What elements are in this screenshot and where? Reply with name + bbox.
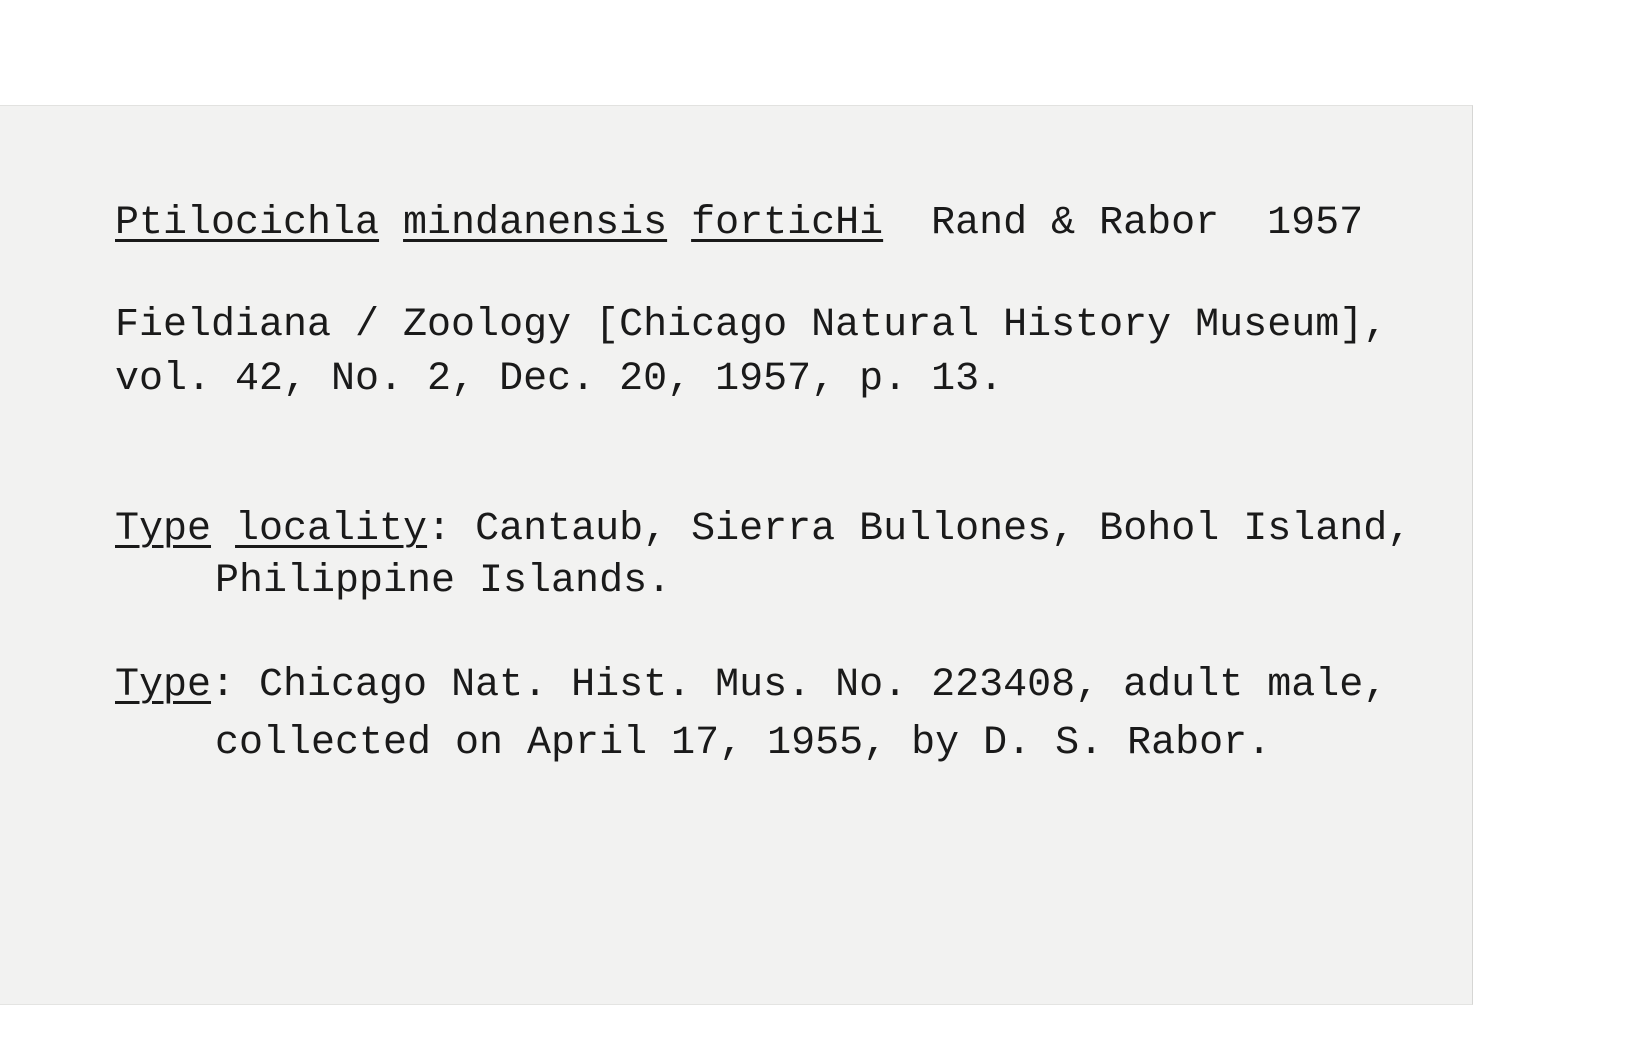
type-text-1: Chicago Nat. Hist. Mus. No. 223408, adult male, bbox=[235, 663, 1388, 708]
taxon-authors: Rand & Rabor bbox=[931, 201, 1220, 246]
genus-name: Ptilocichla bbox=[115, 201, 380, 246]
type-label: Type bbox=[115, 663, 212, 708]
taxon-year: 1957 bbox=[1267, 201, 1364, 246]
type-locality-text-1: Cantaub, Sierra Bullones, Bohol Island, bbox=[451, 507, 1412, 552]
type-colon: : bbox=[211, 663, 236, 708]
subspecies-name: forticHi bbox=[691, 201, 884, 246]
citation-line-2: vol. 42, No. 2, Dec. 20, 1957, p. 13. bbox=[115, 357, 1004, 402]
citation-line-1: Fieldiana / Zoology [Chicago Natural History Museum], bbox=[115, 303, 1388, 348]
type-specimen-line-2: collected on April 17, 1955, by D. S. Rabor. bbox=[215, 721, 1272, 766]
type-locality-colon: : bbox=[427, 507, 452, 552]
species-name: mindanensis bbox=[403, 201, 668, 246]
type-specimen-line-1 bbox=[115, 662, 1387, 710]
taxon-title-line bbox=[115, 200, 1363, 248]
type-locality-line-1 bbox=[115, 506, 1411, 554]
type-locality-label-type: Type bbox=[115, 507, 212, 552]
type-locality-line-2: Philippine Islands. bbox=[215, 559, 672, 604]
type-locality-label-locality: locality bbox=[235, 507, 428, 552]
